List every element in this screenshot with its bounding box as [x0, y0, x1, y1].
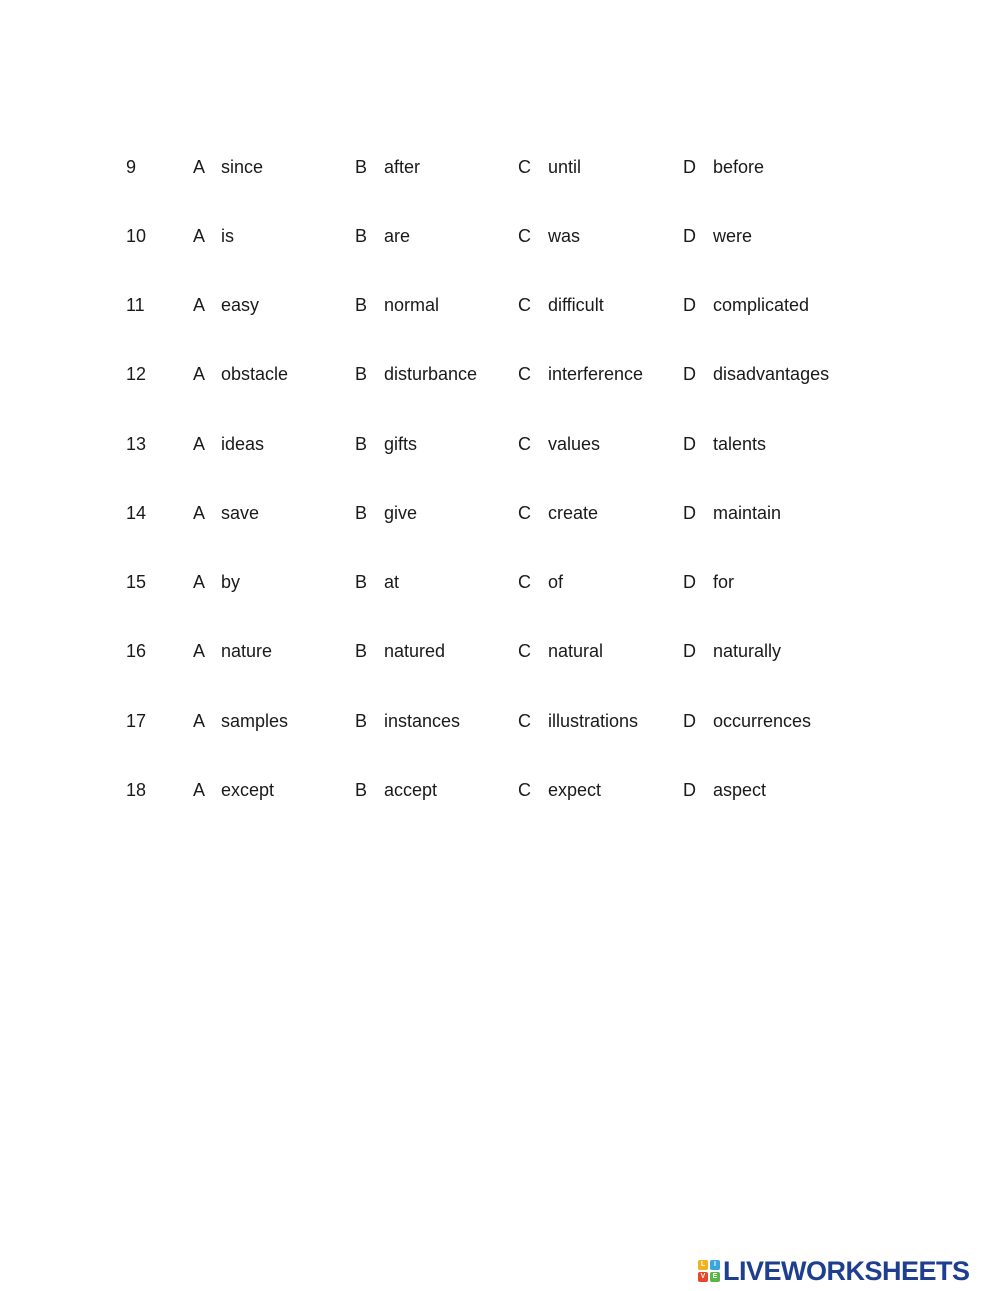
logo-block-e: E — [710, 1272, 720, 1282]
option-c-word: expect — [548, 780, 602, 800]
question-number: 10 — [126, 226, 147, 246]
option-d-word: were — [713, 226, 753, 246]
option-d-letter: D — [683, 226, 696, 246]
option-c-word: illustrations — [548, 711, 639, 731]
option-a-letter: A — [193, 295, 206, 315]
option-c-letter: C — [518, 157, 531, 177]
question-number: 15 — [126, 572, 147, 592]
option-d-letter: D — [683, 503, 696, 523]
option-d-letter: D — [683, 572, 696, 592]
question-row — [0, 776, 1000, 804]
option-b-word: give — [384, 503, 418, 523]
logo-block-v: V — [698, 1272, 708, 1282]
question-row — [0, 222, 1000, 250]
question-row — [0, 430, 1000, 458]
option-c-word: natural — [548, 641, 604, 661]
option-b-letter: B — [355, 641, 368, 661]
option-a-letter: A — [193, 226, 206, 246]
option-c-letter: C — [518, 572, 531, 592]
option-b-letter: B — [355, 157, 368, 177]
option-c-letter: C — [518, 364, 531, 384]
question-row — [0, 360, 1000, 388]
option-c-word: interference — [548, 364, 644, 384]
option-a-letter: A — [193, 364, 206, 384]
option-a-letter: A — [193, 434, 206, 454]
option-d-word: complicated — [713, 295, 810, 315]
option-a-word: obstacle — [221, 364, 289, 384]
question-number: 12 — [126, 364, 147, 384]
option-a-letter: A — [193, 503, 206, 523]
option-d-word: talents — [713, 434, 767, 454]
option-a-word: except — [221, 780, 275, 800]
option-a-word: save — [221, 503, 260, 523]
option-c-word: values — [548, 434, 601, 454]
option-c-word: until — [548, 157, 582, 177]
option-a-letter: A — [193, 780, 206, 800]
option-b-letter: B — [355, 572, 368, 592]
option-b-word: accept — [384, 780, 438, 800]
option-a-letter: A — [193, 641, 206, 661]
option-c-letter: C — [518, 226, 531, 246]
option-c-letter: C — [518, 295, 531, 315]
option-c-letter: C — [518, 641, 531, 661]
option-b-word: after — [384, 157, 421, 177]
option-c-word: difficult — [548, 295, 604, 315]
question-row — [0, 707, 1000, 735]
option-b-word: are — [384, 226, 411, 246]
option-d-letter: D — [683, 295, 696, 315]
option-c-letter: C — [518, 780, 531, 800]
question-number: 9 — [126, 157, 137, 177]
option-b-letter: B — [355, 434, 368, 454]
option-b-word: gifts — [384, 434, 418, 454]
option-b-letter: B — [355, 226, 368, 246]
logo-block-l: L — [698, 1260, 708, 1270]
option-b-letter: B — [355, 780, 368, 800]
option-d-letter: D — [683, 364, 696, 384]
option-c-letter: C — [518, 711, 531, 731]
option-c-word: was — [548, 226, 581, 246]
logo-blocks-icon — [698, 1260, 720, 1282]
option-c-word: create — [548, 503, 599, 523]
option-a-word: easy — [221, 295, 260, 315]
option-c-letter: C — [518, 434, 531, 454]
question-number: 18 — [126, 780, 147, 800]
option-a-letter: A — [193, 157, 206, 177]
option-b-word: at — [384, 572, 400, 592]
option-c-letter: C — [518, 503, 531, 523]
liveworksheets-logo — [698, 1256, 970, 1286]
option-a-word: samples — [221, 711, 289, 731]
option-d-letter: D — [683, 157, 696, 177]
option-b-word: natured — [384, 641, 446, 661]
option-b-word: instances — [384, 711, 461, 731]
question-number: 11 — [126, 295, 145, 315]
option-a-word: since — [221, 157, 264, 177]
question-row — [0, 499, 1000, 527]
question-row — [0, 291, 1000, 319]
option-b-letter: B — [355, 503, 368, 523]
option-b-word: disturbance — [384, 364, 478, 384]
option-b-word: normal — [384, 295, 440, 315]
logo-block-i: I — [710, 1260, 720, 1270]
option-a-word: by — [221, 572, 241, 592]
option-d-word: disadvantages — [713, 364, 830, 384]
question-row — [0, 637, 1000, 665]
question-row — [0, 568, 1000, 596]
option-b-letter: B — [355, 711, 368, 731]
option-a-word: is — [221, 226, 234, 246]
question-number: 17 — [126, 711, 147, 731]
question-row — [0, 153, 1000, 181]
option-d-word: occurrences — [713, 711, 812, 731]
option-d-letter: D — [683, 780, 696, 800]
question-number: 14 — [126, 503, 147, 523]
option-a-word: ideas — [221, 434, 265, 454]
option-d-word: aspect — [713, 780, 767, 800]
option-d-letter: D — [683, 641, 696, 661]
option-a-letter: A — [193, 711, 206, 731]
option-d-letter: D — [683, 434, 696, 454]
option-d-letter: D — [683, 711, 696, 731]
option-c-word: of — [548, 572, 564, 592]
option-b-letter: B — [355, 295, 368, 315]
option-d-word: naturally — [713, 641, 782, 661]
option-a-letter: A — [193, 572, 206, 592]
option-a-word: nature — [221, 641, 273, 661]
question-number: 13 — [126, 434, 147, 454]
question-number: 16 — [126, 641, 147, 661]
logo-wordmark: LIVEWORKSHEETS — [723, 1255, 970, 1286]
option-d-word: before — [713, 157, 765, 177]
option-b-letter: B — [355, 364, 368, 384]
option-d-word: for — [713, 572, 735, 592]
option-d-word: maintain — [713, 503, 782, 523]
